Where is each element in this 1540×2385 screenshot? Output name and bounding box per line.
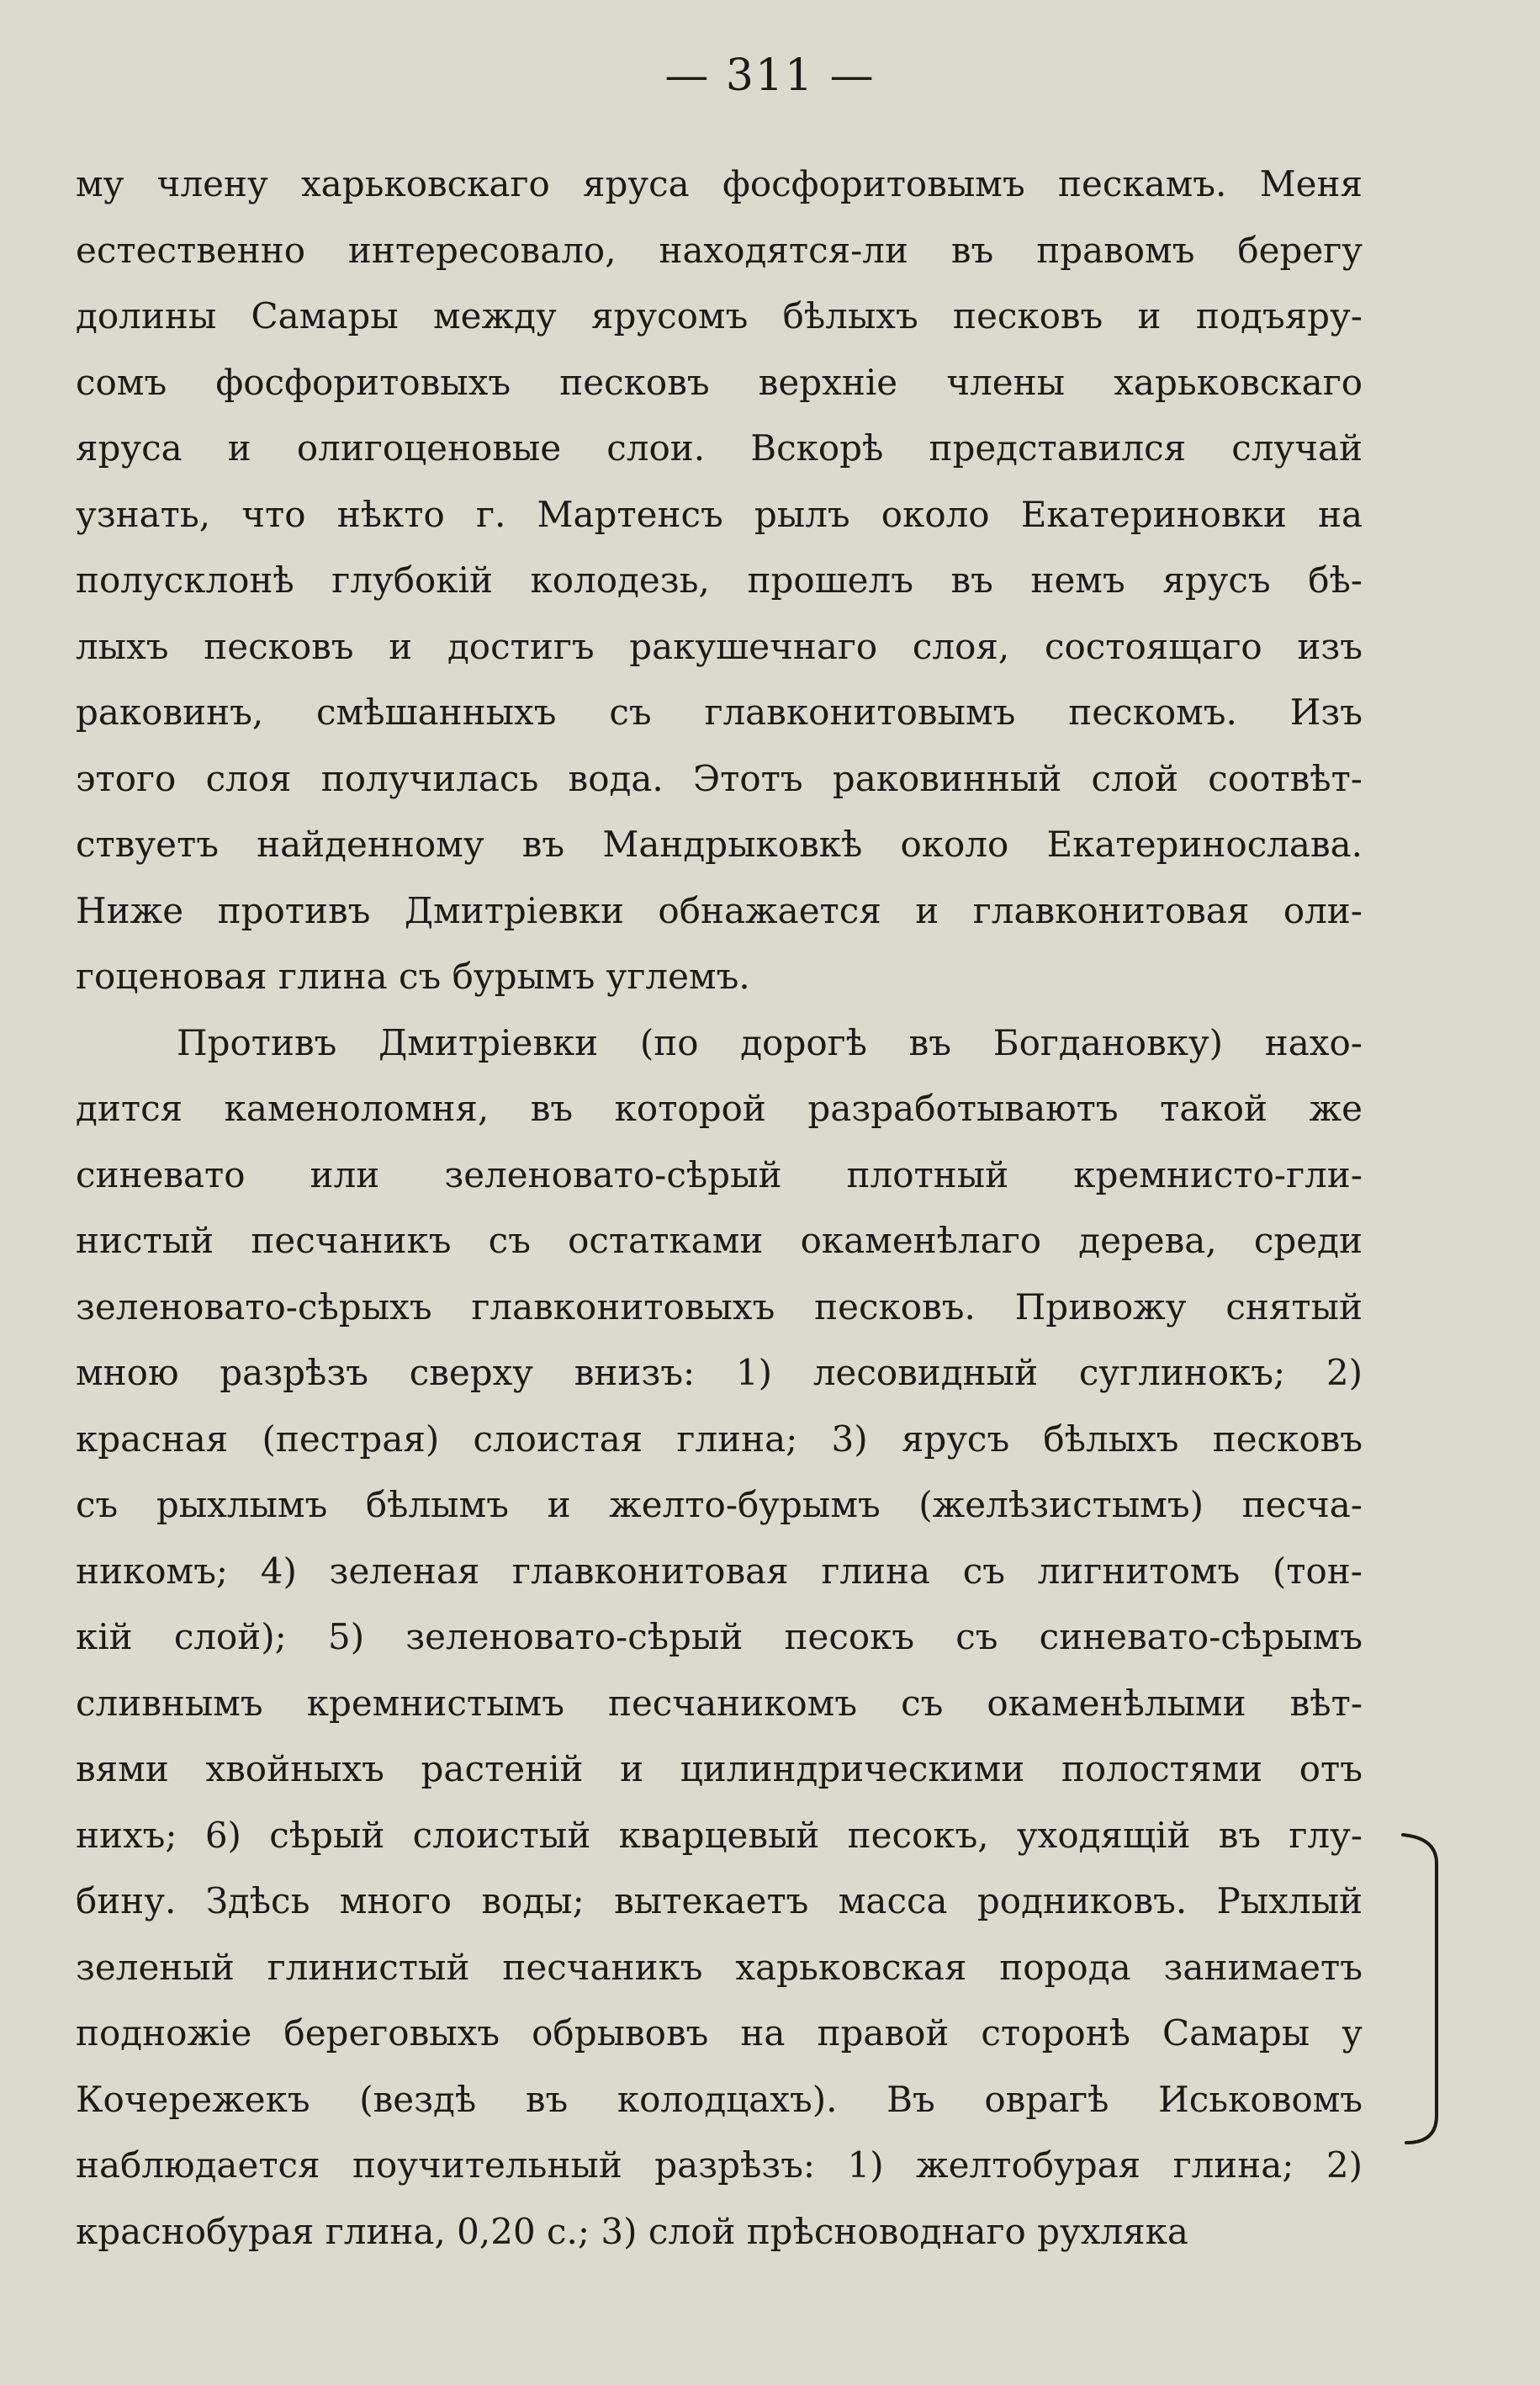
text-line: полусклонѣ глубокій колодезь, прошелъ въ немъ ярусъ бѣ- xyxy=(76,559,1363,601)
text-line: дится каменоломня, въ которой разработываютъ такой же xyxy=(76,1088,1363,1129)
text-line: наблюдается поучительный разрѣзъ: 1) желтобурая глина; 2) xyxy=(76,2144,1363,2186)
text-line: никомъ; 4) зеленая главконитовая глина съ лигнитомъ (тон- xyxy=(76,1550,1363,1592)
text-line: подножіе береговыхъ обрывовъ на правой сторонѣ Самары у xyxy=(76,2012,1363,2054)
text-line: мною разрѣзъ сверху внизъ: 1) лесовидный суглинокъ; 2) xyxy=(76,1352,1363,1393)
text-line: красная (пестрая) слоистая глина; 3) ярусъ бѣлыхъ песковъ xyxy=(76,1418,1363,1460)
text-line: нистый песчаникъ съ остатками окаменѣлаго дерева, среди xyxy=(76,1220,1363,1261)
text-line: ствуетъ найденному въ Мандрыковкѣ около Екатеринослава. xyxy=(76,824,1363,865)
text-line: гоценовая глина съ бурымъ углемъ. xyxy=(76,956,750,997)
text-line: съ рыхлымъ бѣлымъ и желто-бурымъ (желѣзистымъ) песча- xyxy=(76,1484,1363,1525)
body-text xyxy=(76,151,1363,2265)
text-line: синевато или зеленовато-сѣрый плотный кремнисто-гли- xyxy=(76,1153,1363,1195)
page-number: — 311 — xyxy=(664,50,876,101)
text-line: Кочережекъ (вездѣ въ колодцахъ). Въ оврагѣ Иськовомъ xyxy=(76,2078,1363,2120)
text-line: сомъ фосфоритовыхъ песковъ верхніе члены харьковскаго xyxy=(76,361,1363,403)
handwritten-margin-bracket xyxy=(1396,1830,1447,2149)
text-line: вями хвойныхъ растеній и цилиндрическими полостями отъ xyxy=(76,1748,1363,1789)
text-line: му члену харьковскаго яруса фосфоритовымъ пескамъ. Меня xyxy=(76,163,1363,204)
text-line: яруса и олигоценовые слои. Вскорѣ представился случай xyxy=(76,427,1363,469)
text-line: краснобурая глина, 0,20 с.; 3) слой прѣсноводнаго рухляка xyxy=(76,2210,1188,2252)
text-line: Ниже противъ Дмитріевки обнажается и главконитовая оли- xyxy=(76,889,1363,931)
text-line: зеленовато-сѣрыхъ главконитовыхъ песковъ. Привожу снятый xyxy=(76,1285,1363,1328)
text-line: кій слой); 5) зеленовато-сѣрый песокъ съ синевато-сѣрымъ xyxy=(76,1616,1363,1657)
text-line: зеленый глинистый песчаникъ харьковская порода занимаетъ xyxy=(76,1946,1363,1988)
text-line: этого слоя получилась вода. Этотъ раковинный слой соотвѣт- xyxy=(76,757,1363,799)
paragraph-1 xyxy=(76,151,1363,1010)
text-line: лыхъ песковъ и достигъ ракушечнаго слоя, состоящаго изъ xyxy=(76,625,1363,667)
text-line: долины Самары между ярусомъ бѣлыхъ песковъ и подъяру- xyxy=(76,295,1363,337)
text-line: узнать, что нѣкто г. Мартенсъ рылъ около Екатериновки на xyxy=(76,493,1363,535)
text-line: Противъ Дмитріевки (по дорогѣ въ Богдановку) нахо- xyxy=(177,1021,1363,1063)
text-line: бину. Здѣсь много воды; вытекаетъ масса родниковъ. Рыхлый xyxy=(76,1880,1363,1921)
text-line: нихъ; 6) сѣрый слоистый кварцевый песокъ, уходящій въ глу- xyxy=(76,1814,1363,1856)
text-line: естественно интересовало, находятся-ли въ правомъ берегу xyxy=(76,229,1363,271)
paragraph-2 xyxy=(76,1010,1363,2266)
text-line: раковинъ, смѣшанныхъ съ главконитовымъ пескомъ. Изъ xyxy=(76,692,1363,733)
text-line: сливнымъ кремнистымъ песчаникомъ съ окаменѣлыми вѣт- xyxy=(76,1682,1363,1724)
